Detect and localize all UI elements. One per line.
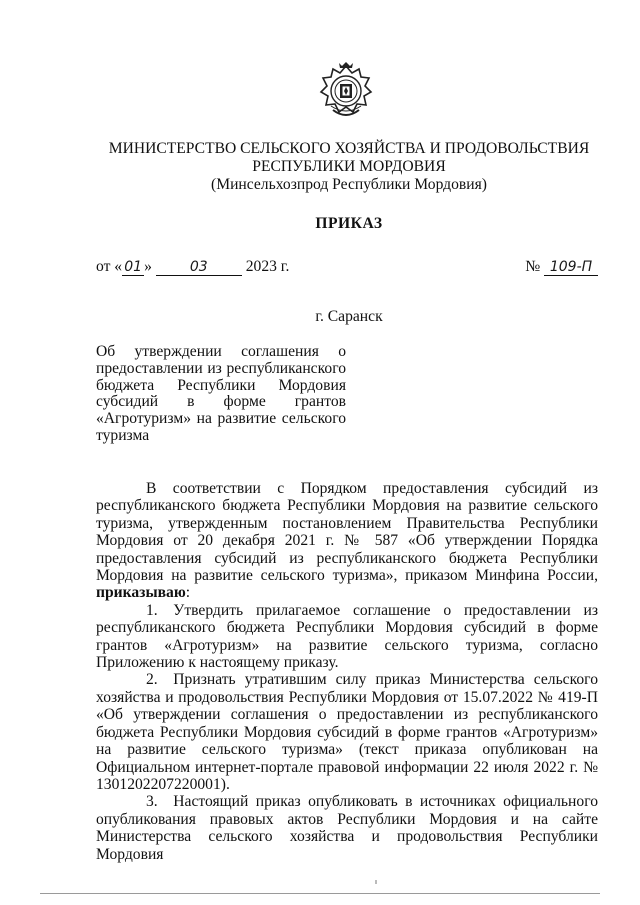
date-month-field [156,259,242,276]
order-body [96,480,598,863]
order-subject: Об утверждении соглашения о предоставлении из республиканского бюджета Республики Мордовия субсидий в форме грантов «Агротуризм» на развитие сельского туризма [96,343,346,444]
number-sign: № [525,258,541,275]
ministry-name-line1: МИНИСТЕРСТВО СЕЛЬСКОГО ХОЗЯЙСТВА И ПРОДОВОЛЬСТВИЯ [108,140,590,157]
page-bottom-rule [40,893,600,894]
order-word: приказываю [96,584,186,602]
ministry-header [96,140,602,194]
date-day-handwritten: 01 [124,259,143,275]
order-number [525,258,598,276]
order-colon: : [185,584,191,602]
coat-of-arms-emblem [319,62,373,120]
city-name: г. Саранск [315,308,383,325]
ministry-name-line2: РЕСПУБЛИКИ МОРДОВИЯ [252,158,446,175]
ministry-short-name: (Минсельхозпрод Республики Мордовия) [211,176,487,193]
date-quote-close: » [144,258,152,275]
date-month-handwritten: 03 [189,259,208,275]
page-mark [375,880,377,884]
number-handwritten: 109-П [549,259,593,275]
date-day-field [122,259,144,276]
order-item-3: 3. Настоящий приказ опубликовать в источниках официального опубликования правовых актов Республики Мордовия и на сайте Министерства сельского хозяйства и продовольствия Республики Мордовия [96,793,598,863]
order-item-2: 2. Признать утратившим силу приказ Министерства сельского хозяйства и продовольствия Республики Мордовия от 15.07.2022 № 419-П «Об утверждении соглашения о предоставлении из республиканского бюджета Республики Мордовия субсидий в форме грантов «Агротуризм» на развитие сельского туризма» (текст приказа опубликован на Официальном интернет-портале правовой информации 22 июля 2022 г. № 1301202207220001). [96,671,598,793]
preamble-paragraph [96,480,598,602]
order-date [96,258,289,276]
preamble-text: В соответствии с Порядком предоставления субсидий из республиканского бюджета Республики Мордовия на развитие сельского туризма, утвержденным постановлением Правительства Республики Мордовия от 20 декабря 2021 г. № 587 «Об утверждении Порядка предоставления субсидий из республиканского бюджета Республики Мордовия на развитие сельского туризма», приказом Минфина России, [96,480,598,585]
order-item-1: 1. Утвердить прилагаемое соглашение о предоставлении из республиканского бюджета Республики Мордовия субсидий в форме грантов «Агротуризм» на развитие сельского туризма, согласно Приложению к настоящему приказу. [96,601,598,672]
date-year: 2023 г. [245,258,290,275]
document-type-title: ПРИКАЗ [315,215,383,232]
date-prefix: от « [96,258,123,275]
number-field [544,259,598,276]
